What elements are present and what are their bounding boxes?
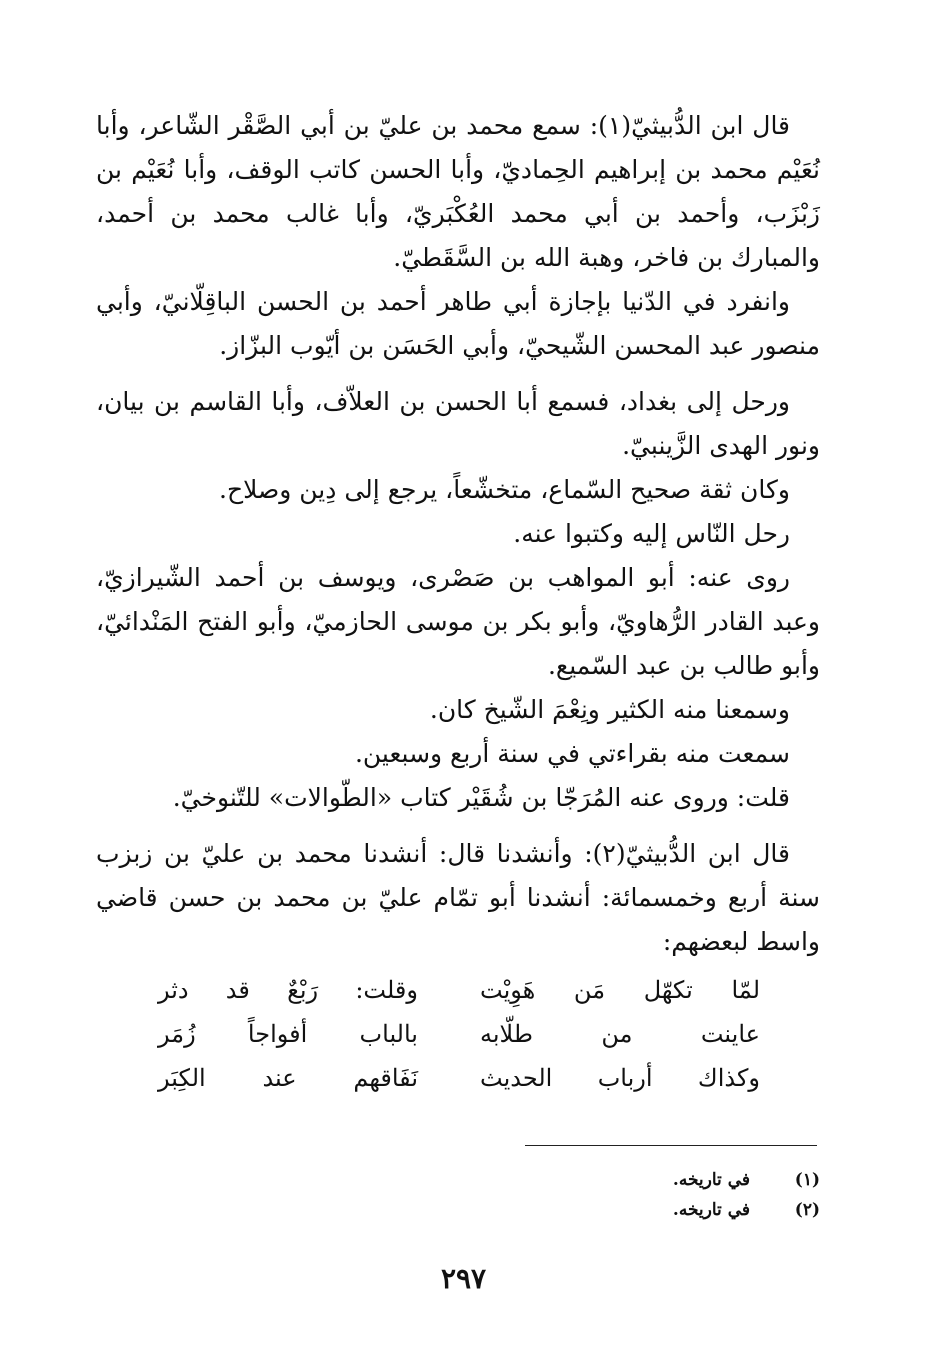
paragraph-people-traveled: رحل النّاس إليه وكتبوا عنه. (513, 519, 790, 548)
poem (96, 968, 820, 1100)
page-body (96, 104, 820, 1100)
footnote-divider (525, 1145, 817, 1146)
footnote (520, 1165, 820, 1195)
paragraph-baghdad-travel: ورحل إلى بغداد، فسمع أبا الحسن بن العلاّف، وأبا القاسم بن بيان، ونور الهدى الزَّينبيّ. (96, 387, 820, 460)
paragraph-dubaythi-quote: قال ابن الدُّبيثيّ(١): سمع محمد بن عليّ بن أبي الصَّقْر الشّاعر، وأبا نُعَيْم محمد بن إبراهيم الحِماديّ، وأبا الحسن كاتب الوقف، وأبا نُعَيْم بن زَبْزَب، وأحمد بن أبي محمد العُكْبَريّ، وأبا غالب محمد بن أحمد، والمبارك بن فاخر، وهبة الله بن السَّقَطيّ. (96, 111, 820, 272)
poem-first-hemistich: لمّا تكهّل مَن هَوِيْت (480, 976, 760, 1004)
poem-first-hemistich: وكذاك أرباب الحديث (480, 1064, 760, 1092)
poem-verse (96, 1012, 820, 1056)
poem-verse (96, 968, 820, 1012)
poem-second-hemistich: نَفَاقهم عند الكِبَر (158, 1064, 418, 1092)
paragraph-ijaza: وانفرد في الدّنيا بإجازة أبي طاهر أحمد بن الحسن الباقِلّانيّ، وأبي منصور عبد المحسن الشّيحيّ، وأبي الحَسَن بن أيّوب البزّاز. (96, 287, 820, 360)
page-number: ٢٩٧ (440, 1262, 487, 1295)
footnote-text: في تاريخه. (672, 1200, 750, 1220)
footnote-number: (٢) (794, 1200, 820, 1220)
paragraph-heard-reading: سمعت منه بقراءتي في سنة أربع وسبعين. (354, 739, 790, 768)
poem-first-hemistich: عاينت من طلّابه (480, 1020, 760, 1048)
paragraph-narrators: روى عنه: أبو المواهب بن صَصْرى، ويوسف بن أحمد الشّيرازيّ، وعبد القادر الرُّهاويّ، وأبو بكر بن موسى الحازميّ، وأبو الفتح المَنْدائيّ، وأبو طالب بن عبد السّميع. (96, 563, 820, 680)
paragraph-heard-much: وسمعنا منه الكثير ونِعْمَ الشّيخ كان. (429, 695, 790, 724)
poem-second-hemistich: بالباب أفواجاً زُمَر (158, 1020, 418, 1048)
poem-second-hemistich: وقلت: رَبْعٌ قد دثر (158, 976, 418, 1004)
paragraph-reliability: وكان ثقة صحيح السّماع، متخشّعاً، يرجع إلى دِين وصلاح. (219, 475, 790, 504)
footnote-number: (١) (794, 1170, 820, 1190)
footnote (520, 1195, 820, 1225)
footnotes (520, 1165, 820, 1225)
paragraph-poem-intro: قال ابن الدُّبيثيّ(٢): وأنشدنا قال: أنشدنا محمد بن عليّ بن زبزب سنة أربع وخمسمائة: أنشدنا أبو تمّام عليّ بن محمد بن حسن قاضي واسط لبعضهم: (96, 839, 820, 956)
footnote-text: في تاريخه. (672, 1170, 750, 1190)
poem-verse (96, 1056, 820, 1100)
paragraph-author-note: قلت: وروى عنه المُرَجّا بن شُقَيْر كتاب «الطّوالات» للتّنوخيّ. (172, 783, 790, 812)
